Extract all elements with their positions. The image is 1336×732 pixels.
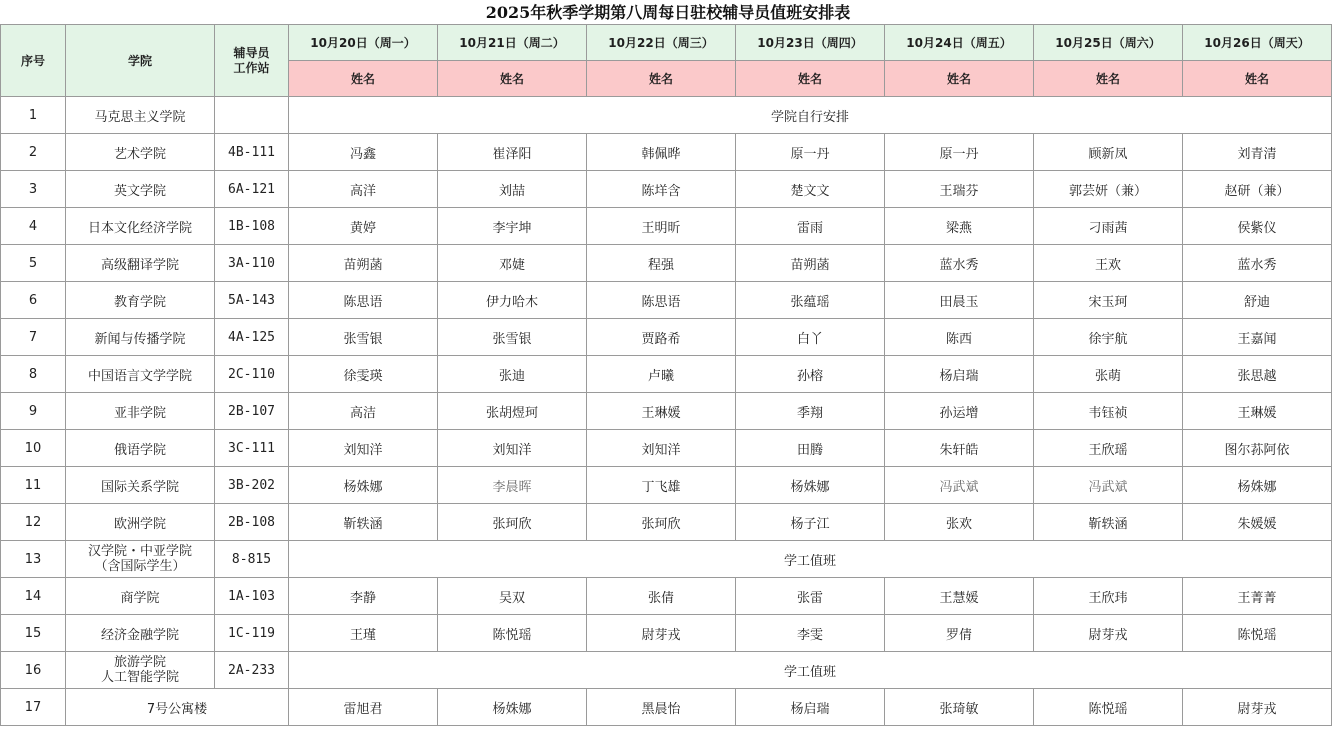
duty-cell[interactable]: 郭芸妍（兼） xyxy=(1034,171,1183,208)
row-station[interactable]: 3B-202 xyxy=(215,467,289,504)
duty-cell[interactable]: 吴双 xyxy=(438,578,587,615)
header-day[interactable]: 10月24日（周五） xyxy=(885,25,1034,61)
row-college[interactable]: 欧洲学院 xyxy=(66,504,215,541)
table-row xyxy=(1,393,1332,430)
row-index[interactable]: 1 xyxy=(1,97,66,134)
table-row xyxy=(1,652,1332,689)
duty-cell[interactable]: 白丫 xyxy=(736,319,885,356)
duty-cell[interactable]: 张琦敏 xyxy=(885,689,1034,726)
row-station[interactable]: 2C-110 xyxy=(215,356,289,393)
duty-cell[interactable]: 楚文文 xyxy=(736,171,885,208)
duty-cell[interactable]: 冯鑫 xyxy=(289,134,438,171)
duty-cell[interactable]: 张胡煜珂 xyxy=(438,393,587,430)
row-index[interactable]: 5 xyxy=(1,245,66,282)
duty-cell[interactable]: 高洁 xyxy=(289,393,438,430)
row-college[interactable]: 7号公寓楼 xyxy=(66,689,289,726)
row-index[interactable]: 12 xyxy=(1,504,66,541)
row-index[interactable]: 8 xyxy=(1,356,66,393)
duty-cell[interactable]: 苗朔菡 xyxy=(736,245,885,282)
duty-cell[interactable]: 靳轶涵 xyxy=(289,504,438,541)
duty-cell[interactable]: 冯武斌 xyxy=(1034,467,1183,504)
duty-cell[interactable]: 陈西 xyxy=(885,319,1034,356)
row-index[interactable]: 14 xyxy=(1,578,66,615)
duty-cell[interactable]: 顾新凤 xyxy=(1034,134,1183,171)
duty-cell[interactable]: 图尔荪阿依 xyxy=(1183,430,1332,467)
sheet-title: 2025年秋季学期第八周每日驻校辅导员值班安排表 xyxy=(485,3,851,22)
duty-cell[interactable]: 陈悦瑶 xyxy=(1034,689,1183,726)
duty-cell[interactable]: 张蕴瑶 xyxy=(736,282,885,319)
header-station[interactable] xyxy=(215,25,289,97)
duty-cell[interactable]: 杨启瑞 xyxy=(885,356,1034,393)
duty-cell[interactable]: 韩佩晔 xyxy=(587,134,736,171)
row-college-line1: 汉学院・中亚学院 xyxy=(87,544,192,559)
row-college[interactable]: 马克思主义学院 xyxy=(66,97,215,134)
row-college[interactable]: 英文学院 xyxy=(66,171,215,208)
row-station[interactable]: 8-815 xyxy=(215,541,289,578)
duty-cell[interactable]: 贾路希 xyxy=(587,319,736,356)
duty-cell[interactable]: 赵研（兼） xyxy=(1183,171,1332,208)
table-row xyxy=(1,504,1332,541)
row-college[interactable]: 经济金融学院 xyxy=(66,615,215,652)
table-row xyxy=(1,97,1332,134)
row-index[interactable]: 10 xyxy=(1,430,66,467)
duty-cell[interactable]: 原一丹 xyxy=(885,134,1034,171)
duty-cell[interactable]: 杨启瑞 xyxy=(736,689,885,726)
duty-cell[interactable]: 杨姝娜 xyxy=(289,467,438,504)
duty-cell[interactable]: 王瑾 xyxy=(289,615,438,652)
row-station[interactable]: 2B-108 xyxy=(215,504,289,541)
header-index[interactable]: 序号 xyxy=(1,25,66,97)
row-station[interactable] xyxy=(215,97,289,134)
row-college[interactable]: 国际关系学院 xyxy=(66,467,215,504)
duty-cell[interactable]: 靳轶涵 xyxy=(1034,504,1183,541)
header-name-label[interactable]: 姓名 xyxy=(587,61,736,97)
row-index[interactable]: 2 xyxy=(1,134,66,171)
row-index[interactable]: 4 xyxy=(1,208,66,245)
row-station[interactable]: 3C-111 xyxy=(215,430,289,467)
table-row xyxy=(1,430,1332,467)
row-station[interactable]: 6A-121 xyxy=(215,171,289,208)
duty-cell[interactable]: 王琳媛 xyxy=(1183,393,1332,430)
duty-cell[interactable]: 田腾 xyxy=(736,430,885,467)
header-day[interactable]: 10月22日（周三） xyxy=(587,25,736,61)
duty-cell[interactable]: 丁飞雄 xyxy=(587,467,736,504)
row-index[interactable]: 11 xyxy=(1,467,66,504)
row-college[interactable]: 高级翻译学院 xyxy=(66,245,215,282)
duty-cell[interactable]: 王欣玮 xyxy=(1034,578,1183,615)
duty-cell[interactable]: 张迪 xyxy=(438,356,587,393)
duty-cell[interactable]: 张珂欣 xyxy=(587,504,736,541)
duty-cell[interactable]: 王慧媛 xyxy=(885,578,1034,615)
table-row xyxy=(1,615,1332,652)
duty-cell[interactable]: 刁雨茜 xyxy=(1034,208,1183,245)
duty-cell[interactable]: 王琳媛 xyxy=(587,393,736,430)
row-college-line2: （含国际学生） xyxy=(94,559,186,574)
header-name-label[interactable]: 姓名 xyxy=(289,61,438,97)
duty-cell[interactable]: 陈思语 xyxy=(289,282,438,319)
duty-cell[interactable]: 王嘉闻 xyxy=(1183,319,1332,356)
duty-cell[interactable]: 苗朔菡 xyxy=(289,245,438,282)
duty-cell[interactable]: 蓝水秀 xyxy=(885,245,1034,282)
header-name-label[interactable]: 姓名 xyxy=(438,61,587,97)
header-day[interactable]: 10月21日（周二） xyxy=(438,25,587,61)
table-row xyxy=(1,319,1332,356)
row-merged-note[interactable]: 学院自行安排 xyxy=(289,97,1332,134)
duty-cell[interactable]: 孙运增 xyxy=(885,393,1034,430)
duty-cell[interactable]: 刘知洋 xyxy=(587,430,736,467)
row-college[interactable]: 亚非学院 xyxy=(66,393,215,430)
table-row xyxy=(1,541,1332,578)
duty-cell[interactable]: 王欢 xyxy=(1034,245,1183,282)
row-index[interactable]: 6 xyxy=(1,282,66,319)
duty-cell[interactable]: 王欣瑶 xyxy=(1034,430,1183,467)
duty-cell[interactable]: 杨姝娜 xyxy=(1183,467,1332,504)
row-college[interactable] xyxy=(66,652,215,689)
row-merged-note[interactable]: 学工值班 xyxy=(289,541,1332,578)
duty-cell[interactable]: 舒迪 xyxy=(1183,282,1332,319)
header-row-days xyxy=(1,25,1332,61)
duty-cell[interactable]: 高洋 xyxy=(289,171,438,208)
duty-cell[interactable]: 张萌 xyxy=(1034,356,1183,393)
row-station[interactable]: 1B-108 xyxy=(215,208,289,245)
row-index[interactable]: 15 xyxy=(1,615,66,652)
row-index[interactable]: 16 xyxy=(1,652,66,689)
duty-cell[interactable]: 陈悦瑶 xyxy=(438,615,587,652)
header-day[interactable]: 10月23日（周四） xyxy=(736,25,885,61)
duty-cell[interactable]: 原一丹 xyxy=(736,134,885,171)
duty-cell[interactable]: 徐宇航 xyxy=(1034,319,1183,356)
row-college[interactable]: 商学院 xyxy=(66,578,215,615)
duty-cell[interactable]: 伊力哈木 xyxy=(438,282,587,319)
duty-cell[interactable]: 张雷 xyxy=(736,578,885,615)
duty-cell[interactable]: 张倩 xyxy=(587,578,736,615)
header-day[interactable]: 10月20日（周一） xyxy=(289,25,438,61)
table-row xyxy=(1,356,1332,393)
row-college-line1: 旅游学院 xyxy=(113,655,166,670)
header-station-line1: 辅导员 xyxy=(233,45,270,60)
duty-cell[interactable]: 朱媛媛 xyxy=(1183,504,1332,541)
duty-cell[interactable]: 王明昕 xyxy=(587,208,736,245)
table-row xyxy=(1,578,1332,615)
duty-cell[interactable]: 徐雯瑛 xyxy=(289,356,438,393)
row-college[interactable]: 教育学院 xyxy=(66,282,215,319)
row-index[interactable]: 3 xyxy=(1,171,66,208)
duty-cell[interactable]: 刘知洋 xyxy=(438,430,587,467)
duty-cell[interactable]: 季翔 xyxy=(736,393,885,430)
duty-cell[interactable]: 雷雨 xyxy=(736,208,885,245)
duty-cell[interactable]: 程强 xyxy=(587,245,736,282)
row-college[interactable]: 俄语学院 xyxy=(66,430,215,467)
duty-cell[interactable]: 崔泽阳 xyxy=(438,134,587,171)
duty-cell[interactable]: 刘喆 xyxy=(438,171,587,208)
row-index[interactable]: 13 xyxy=(1,541,66,578)
table-row xyxy=(1,134,1332,171)
duty-cell[interactable]: 尉芽戎 xyxy=(1034,615,1183,652)
duty-cell[interactable]: 雷旭君 xyxy=(289,689,438,726)
row-station[interactable]: 1A-103 xyxy=(215,578,289,615)
header-name-label[interactable]: 姓名 xyxy=(1034,61,1183,97)
row-station[interactable]: 1C-119 xyxy=(215,615,289,652)
row-station[interactable]: 2B-107 xyxy=(215,393,289,430)
duty-cell[interactable]: 杨姝娜 xyxy=(438,689,587,726)
duty-cell[interactable]: 张欢 xyxy=(885,504,1034,541)
row-index[interactable]: 9 xyxy=(1,393,66,430)
row-station[interactable]: 3A-110 xyxy=(215,245,289,282)
table-row xyxy=(1,467,1332,504)
row-station[interactable]: 2A-233 xyxy=(215,652,289,689)
duty-cell[interactable]: 蓝水秀 xyxy=(1183,245,1332,282)
duty-cell[interactable]: 孙榕 xyxy=(736,356,885,393)
header-college[interactable]: 学院 xyxy=(66,25,215,97)
table-row xyxy=(1,171,1332,208)
row-college-line2: 人工智能学院 xyxy=(100,670,179,685)
duty-cell[interactable]: 张思越 xyxy=(1183,356,1332,393)
duty-cell[interactable]: 尉芽戎 xyxy=(1183,689,1332,726)
row-station[interactable]: 4B-111 xyxy=(215,134,289,171)
duty-cell[interactable]: 陈悦瑶 xyxy=(1183,615,1332,652)
row-station[interactable]: 4A-125 xyxy=(215,319,289,356)
table-row xyxy=(1,245,1332,282)
row-college[interactable]: 艺术学院 xyxy=(66,134,215,171)
duty-schedule-table xyxy=(0,24,1332,726)
duty-cell[interactable]: 张珂欣 xyxy=(438,504,587,541)
row-index[interactable]: 17 xyxy=(1,689,66,726)
duty-cell[interactable]: 黄婷 xyxy=(289,208,438,245)
duty-cell[interactable]: 侯紫仪 xyxy=(1183,208,1332,245)
duty-cell[interactable]: 陈垟含 xyxy=(587,171,736,208)
duty-cell[interactable]: 李静 xyxy=(289,578,438,615)
header-name-label[interactable]: 姓名 xyxy=(1183,61,1332,97)
row-station[interactable]: 5A-143 xyxy=(215,282,289,319)
duty-cell[interactable]: 陈思语 xyxy=(587,282,736,319)
table-row xyxy=(1,282,1332,319)
duty-cell[interactable]: 王瑞芬 xyxy=(885,171,1034,208)
header-day[interactable]: 10月26日（周天） xyxy=(1183,25,1332,61)
duty-cell[interactable]: 宋玉珂 xyxy=(1034,282,1183,319)
row-college[interactable]: 日本文化经济学院 xyxy=(66,208,215,245)
duty-cell[interactable]: 杨姝娜 xyxy=(736,467,885,504)
duty-cell[interactable]: 李雯 xyxy=(736,615,885,652)
duty-cell[interactable]: 李晨晖 xyxy=(438,467,587,504)
duty-cell[interactable]: 卢曦 xyxy=(587,356,736,393)
duty-cell[interactable]: 王菁菁 xyxy=(1183,578,1332,615)
row-college[interactable] xyxy=(66,541,215,578)
duty-cell[interactable]: 罗倩 xyxy=(885,615,1034,652)
header-name-label[interactable]: 姓名 xyxy=(885,61,1034,97)
duty-cell[interactable]: 尉芽戎 xyxy=(587,615,736,652)
row-index[interactable]: 7 xyxy=(1,319,66,356)
table-row xyxy=(1,689,1332,726)
duty-cell[interactable]: 邓婕 xyxy=(438,245,587,282)
duty-cell[interactable]: 冯武斌 xyxy=(885,467,1034,504)
header-day[interactable]: 10月25日（周六） xyxy=(1034,25,1183,61)
row-college[interactable]: 新闻与传播学院 xyxy=(66,319,215,356)
duty-cell[interactable]: 李宇坤 xyxy=(438,208,587,245)
duty-cell[interactable]: 张雪银 xyxy=(438,319,587,356)
duty-cell[interactable]: 朱轩皓 xyxy=(885,430,1034,467)
duty-cell[interactable]: 张雪银 xyxy=(289,319,438,356)
row-merged-note[interactable]: 学工值班 xyxy=(289,652,1332,689)
row-college[interactable]: 中国语言文学学院 xyxy=(66,356,215,393)
duty-cell[interactable]: 田晨玉 xyxy=(885,282,1034,319)
duty-cell[interactable]: 黑晨怡 xyxy=(587,689,736,726)
header-station-line2: 工作站 xyxy=(233,60,270,75)
duty-cell[interactable]: 刘知洋 xyxy=(289,430,438,467)
duty-cell[interactable]: 刘青清 xyxy=(1183,134,1332,171)
duty-cell[interactable]: 杨子江 xyxy=(736,504,885,541)
table-row xyxy=(1,208,1332,245)
duty-cell[interactable]: 韦钰祯 xyxy=(1034,393,1183,430)
duty-cell[interactable]: 梁燕 xyxy=(885,208,1034,245)
header-name-label[interactable]: 姓名 xyxy=(736,61,885,97)
